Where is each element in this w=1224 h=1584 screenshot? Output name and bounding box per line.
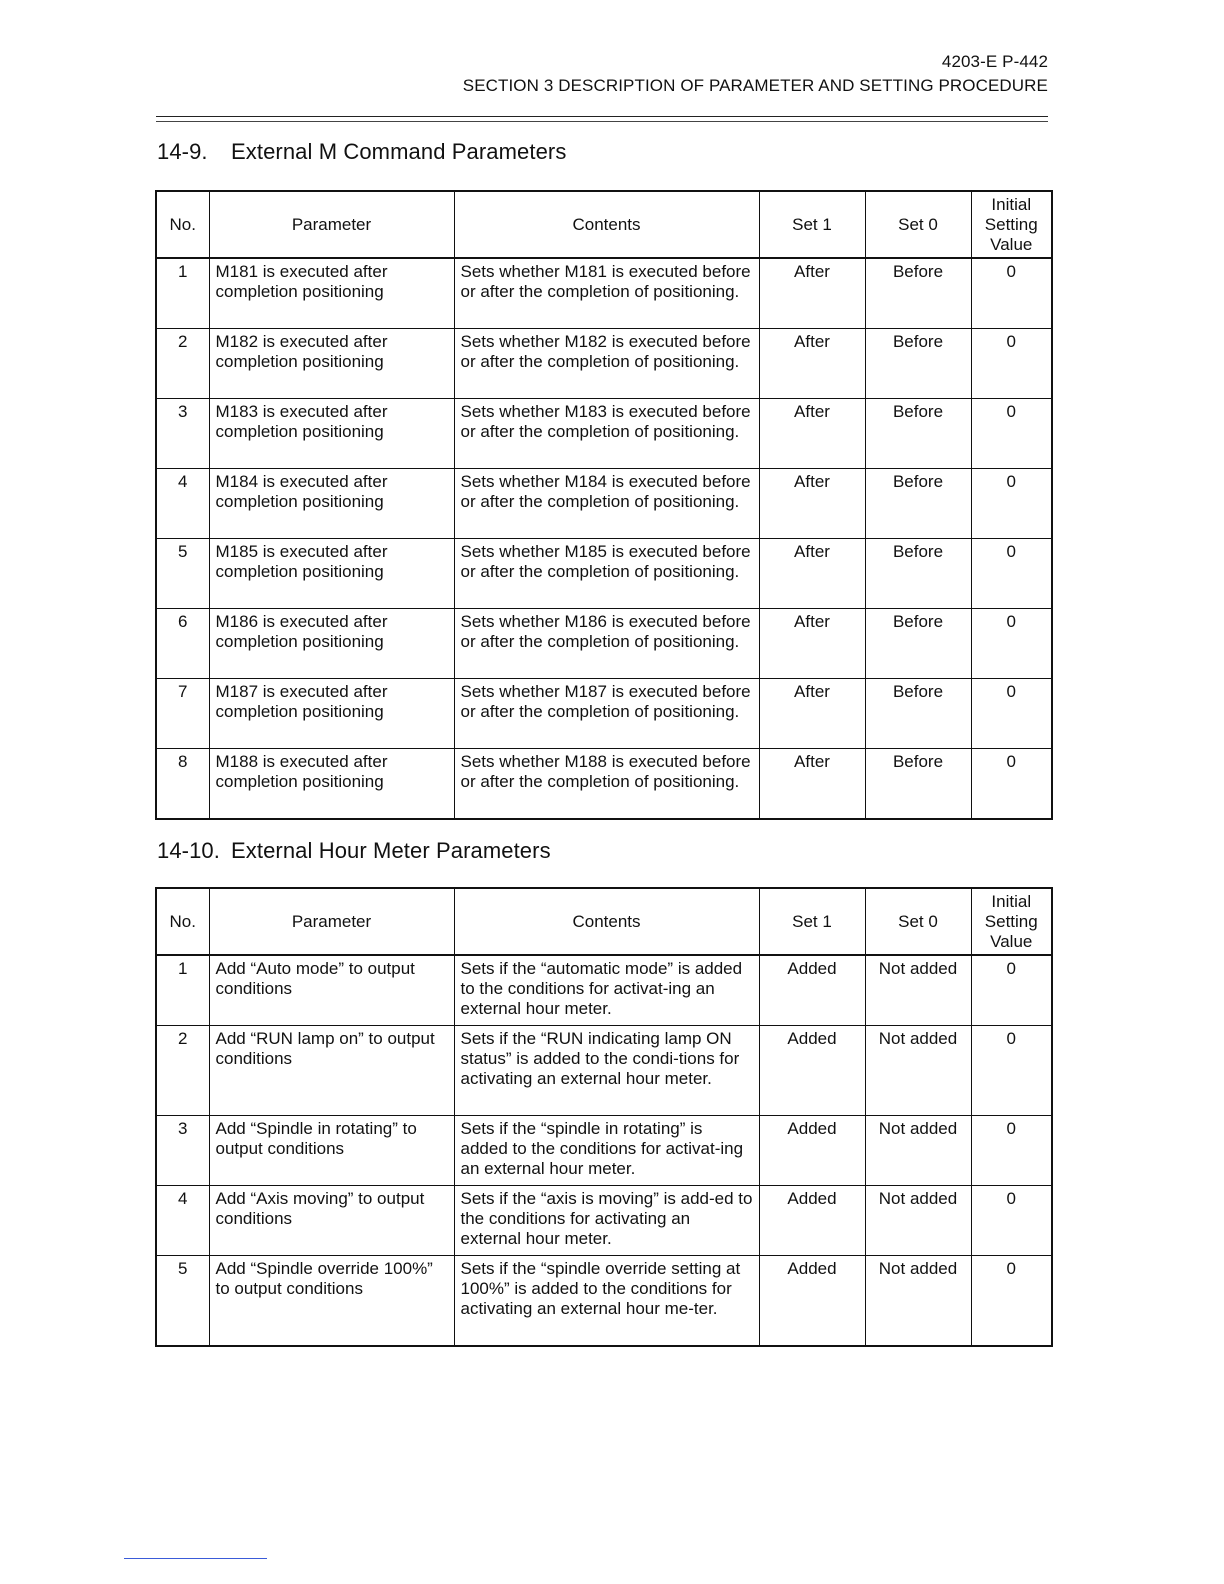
cell-set1: After [759, 539, 865, 609]
external-m-command-table [155, 190, 1053, 820]
table-row [156, 539, 1052, 609]
table-row [156, 1026, 1052, 1116]
cell-parameter: M181 is executed after completion positioning [209, 258, 454, 329]
section-heading-text: External Hour Meter Parameters [231, 838, 551, 863]
section-heading-external-hour-meter [157, 838, 551, 864]
header-rule [156, 116, 1048, 117]
cell-set0: Not added [865, 1256, 971, 1347]
cell-parameter: M188 is executed after completion positioning [209, 749, 454, 820]
cell-set1: After [759, 399, 865, 469]
cell-set1: Added [759, 1026, 865, 1116]
cell-contents: Sets whether M185 is executed before or after the completion of positioning. [454, 539, 759, 609]
column-header-parameter: Parameter [209, 888, 454, 955]
cell-set0: Not added [865, 1026, 971, 1116]
cell-set0: Before [865, 679, 971, 749]
cell-set1: Added [759, 1116, 865, 1186]
cell-contents: Sets whether M182 is executed before or after the completion of positioning. [454, 329, 759, 399]
table-row [156, 469, 1052, 539]
cell-no: 4 [156, 469, 209, 539]
cell-set0: Not added [865, 1116, 971, 1186]
cell-parameter: Add “Spindle in rotating” to output conditions [209, 1116, 454, 1186]
table-row [156, 1116, 1052, 1186]
column-header-initial-setting-value: Initial Setting Value [971, 888, 1052, 955]
cell-set1: After [759, 258, 865, 329]
cell-initial-value: 0 [971, 679, 1052, 749]
table-header-row [156, 191, 1052, 258]
cell-parameter: Add “Axis moving” to output conditions [209, 1186, 454, 1256]
cell-set0: Before [865, 329, 971, 399]
column-header-no: No. [156, 191, 209, 258]
cell-no: 6 [156, 609, 209, 679]
cell-no: 3 [156, 399, 209, 469]
cell-parameter: Add “Auto mode” to output conditions [209, 955, 454, 1026]
cell-initial-value: 0 [971, 609, 1052, 679]
table-header-row [156, 888, 1052, 955]
cell-no: 1 [156, 955, 209, 1026]
cell-parameter: M185 is executed after completion positioning [209, 539, 454, 609]
cell-initial-value: 0 [971, 1116, 1052, 1186]
cell-contents: Sets if the “spindle in rotating” is added to the conditions for activat-ing an external hour meter. [454, 1116, 759, 1186]
column-header-parameter: Parameter [209, 191, 454, 258]
cell-no: 8 [156, 749, 209, 820]
cell-contents: Sets whether M184 is executed before or after the completion of positioning. [454, 469, 759, 539]
cell-no: 4 [156, 1186, 209, 1256]
column-header-set0: Set 0 [865, 888, 971, 955]
section-heading-external-m-command [157, 139, 566, 165]
cell-initial-value: 0 [971, 955, 1052, 1026]
cell-contents: Sets if the “automatic mode” is added to the conditions for activat-ing an external hour meter. [454, 955, 759, 1026]
cell-initial-value: 0 [971, 1256, 1052, 1347]
column-header-contents: Contents [454, 888, 759, 955]
cell-contents: Sets whether M187 is executed before or after the completion of positioning. [454, 679, 759, 749]
cell-no: 2 [156, 1026, 209, 1116]
cell-initial-value: 0 [971, 258, 1052, 329]
bottom-link-underline [124, 1558, 267, 1559]
cell-initial-value: 0 [971, 399, 1052, 469]
cell-set0: Before [865, 399, 971, 469]
cell-set1: After [759, 749, 865, 820]
cell-no: 5 [156, 1256, 209, 1347]
cell-initial-value: 0 [971, 469, 1052, 539]
cell-set1: Added [759, 1186, 865, 1256]
column-header-contents: Contents [454, 191, 759, 258]
cell-parameter: M182 is executed after completion positioning [209, 329, 454, 399]
cell-contents: Sets whether M181 is executed before or after the completion of positioning. [454, 258, 759, 329]
document-id: 4203-E P-442 [941, 52, 1048, 71]
cell-parameter: M186 is executed after completion positioning [209, 609, 454, 679]
table-row [156, 609, 1052, 679]
table-row [156, 258, 1052, 329]
cell-set1: After [759, 469, 865, 539]
cell-set0: Before [865, 539, 971, 609]
cell-initial-value: 0 [971, 1186, 1052, 1256]
cell-initial-value: 0 [971, 539, 1052, 609]
table-row [156, 399, 1052, 469]
section-number: 14-10. [157, 838, 220, 863]
cell-parameter: M183 is executed after completion positioning [209, 399, 454, 469]
cell-set0: Before [865, 749, 971, 820]
table-row [156, 1186, 1052, 1256]
table-row [156, 955, 1052, 1026]
table-row [156, 679, 1052, 749]
cell-contents: Sets whether M186 is executed before or after the completion of positioning. [454, 609, 759, 679]
cell-set1: After [759, 329, 865, 399]
cell-set1: Added [759, 1256, 865, 1347]
column-header-set0: Set 0 [865, 191, 971, 258]
table-row [156, 329, 1052, 399]
cell-parameter: Add “Spindle override 100%” to output conditions [209, 1256, 454, 1347]
cell-set1: Added [759, 955, 865, 1026]
header-rule-secondary [156, 121, 1048, 122]
cell-no: 3 [156, 1116, 209, 1186]
column-header-set1: Set 1 [759, 191, 865, 258]
cell-contents: Sets whether M188 is executed before or after the completion of positioning. [454, 749, 759, 820]
cell-initial-value: 0 [971, 749, 1052, 820]
cell-contents: Sets whether M183 is executed before or after the completion of positioning. [454, 399, 759, 469]
cell-initial-value: 0 [971, 329, 1052, 399]
section-title: SECTION 3 DESCRIPTION OF PARAMETER AND SETTING PROCEDURE [462, 76, 1048, 95]
cell-initial-value: 0 [971, 1026, 1052, 1116]
section-number: 14-9. [157, 139, 208, 164]
cell-no: 1 [156, 258, 209, 329]
cell-set0: Not added [865, 955, 971, 1026]
cell-parameter: M184 is executed after completion positioning [209, 469, 454, 539]
cell-parameter: Add “RUN lamp on” to output conditions [209, 1026, 454, 1116]
cell-set1: After [759, 679, 865, 749]
cell-no: 2 [156, 329, 209, 399]
table-row [156, 1256, 1052, 1347]
table-row [156, 749, 1052, 820]
section-heading-text: External M Command Parameters [231, 139, 567, 164]
cell-no: 7 [156, 679, 209, 749]
external-hour-meter-table [155, 887, 1053, 1347]
cell-set0: Not added [865, 1186, 971, 1256]
column-header-initial-setting-value: Initial Setting Value [971, 191, 1052, 258]
column-header-set1: Set 1 [759, 888, 865, 955]
cell-set0: Before [865, 258, 971, 329]
cell-set0: Before [865, 609, 971, 679]
cell-contents: Sets if the “axis is moving” is add-ed to the conditions for activating an external hour meter. [454, 1186, 759, 1256]
cell-parameter: M187 is executed after completion positioning [209, 679, 454, 749]
cell-contents: Sets if the “RUN indicating lamp ON status” is added to the condi-tions for activating an external hour meter. [454, 1026, 759, 1116]
cell-set1: After [759, 609, 865, 679]
cell-no: 5 [156, 539, 209, 609]
cell-contents: Sets if the “spindle override setting at 100%” is added to the conditions for activating an external hour me-ter. [454, 1256, 759, 1347]
column-header-no: No. [156, 888, 209, 955]
cell-set0: Before [865, 469, 971, 539]
